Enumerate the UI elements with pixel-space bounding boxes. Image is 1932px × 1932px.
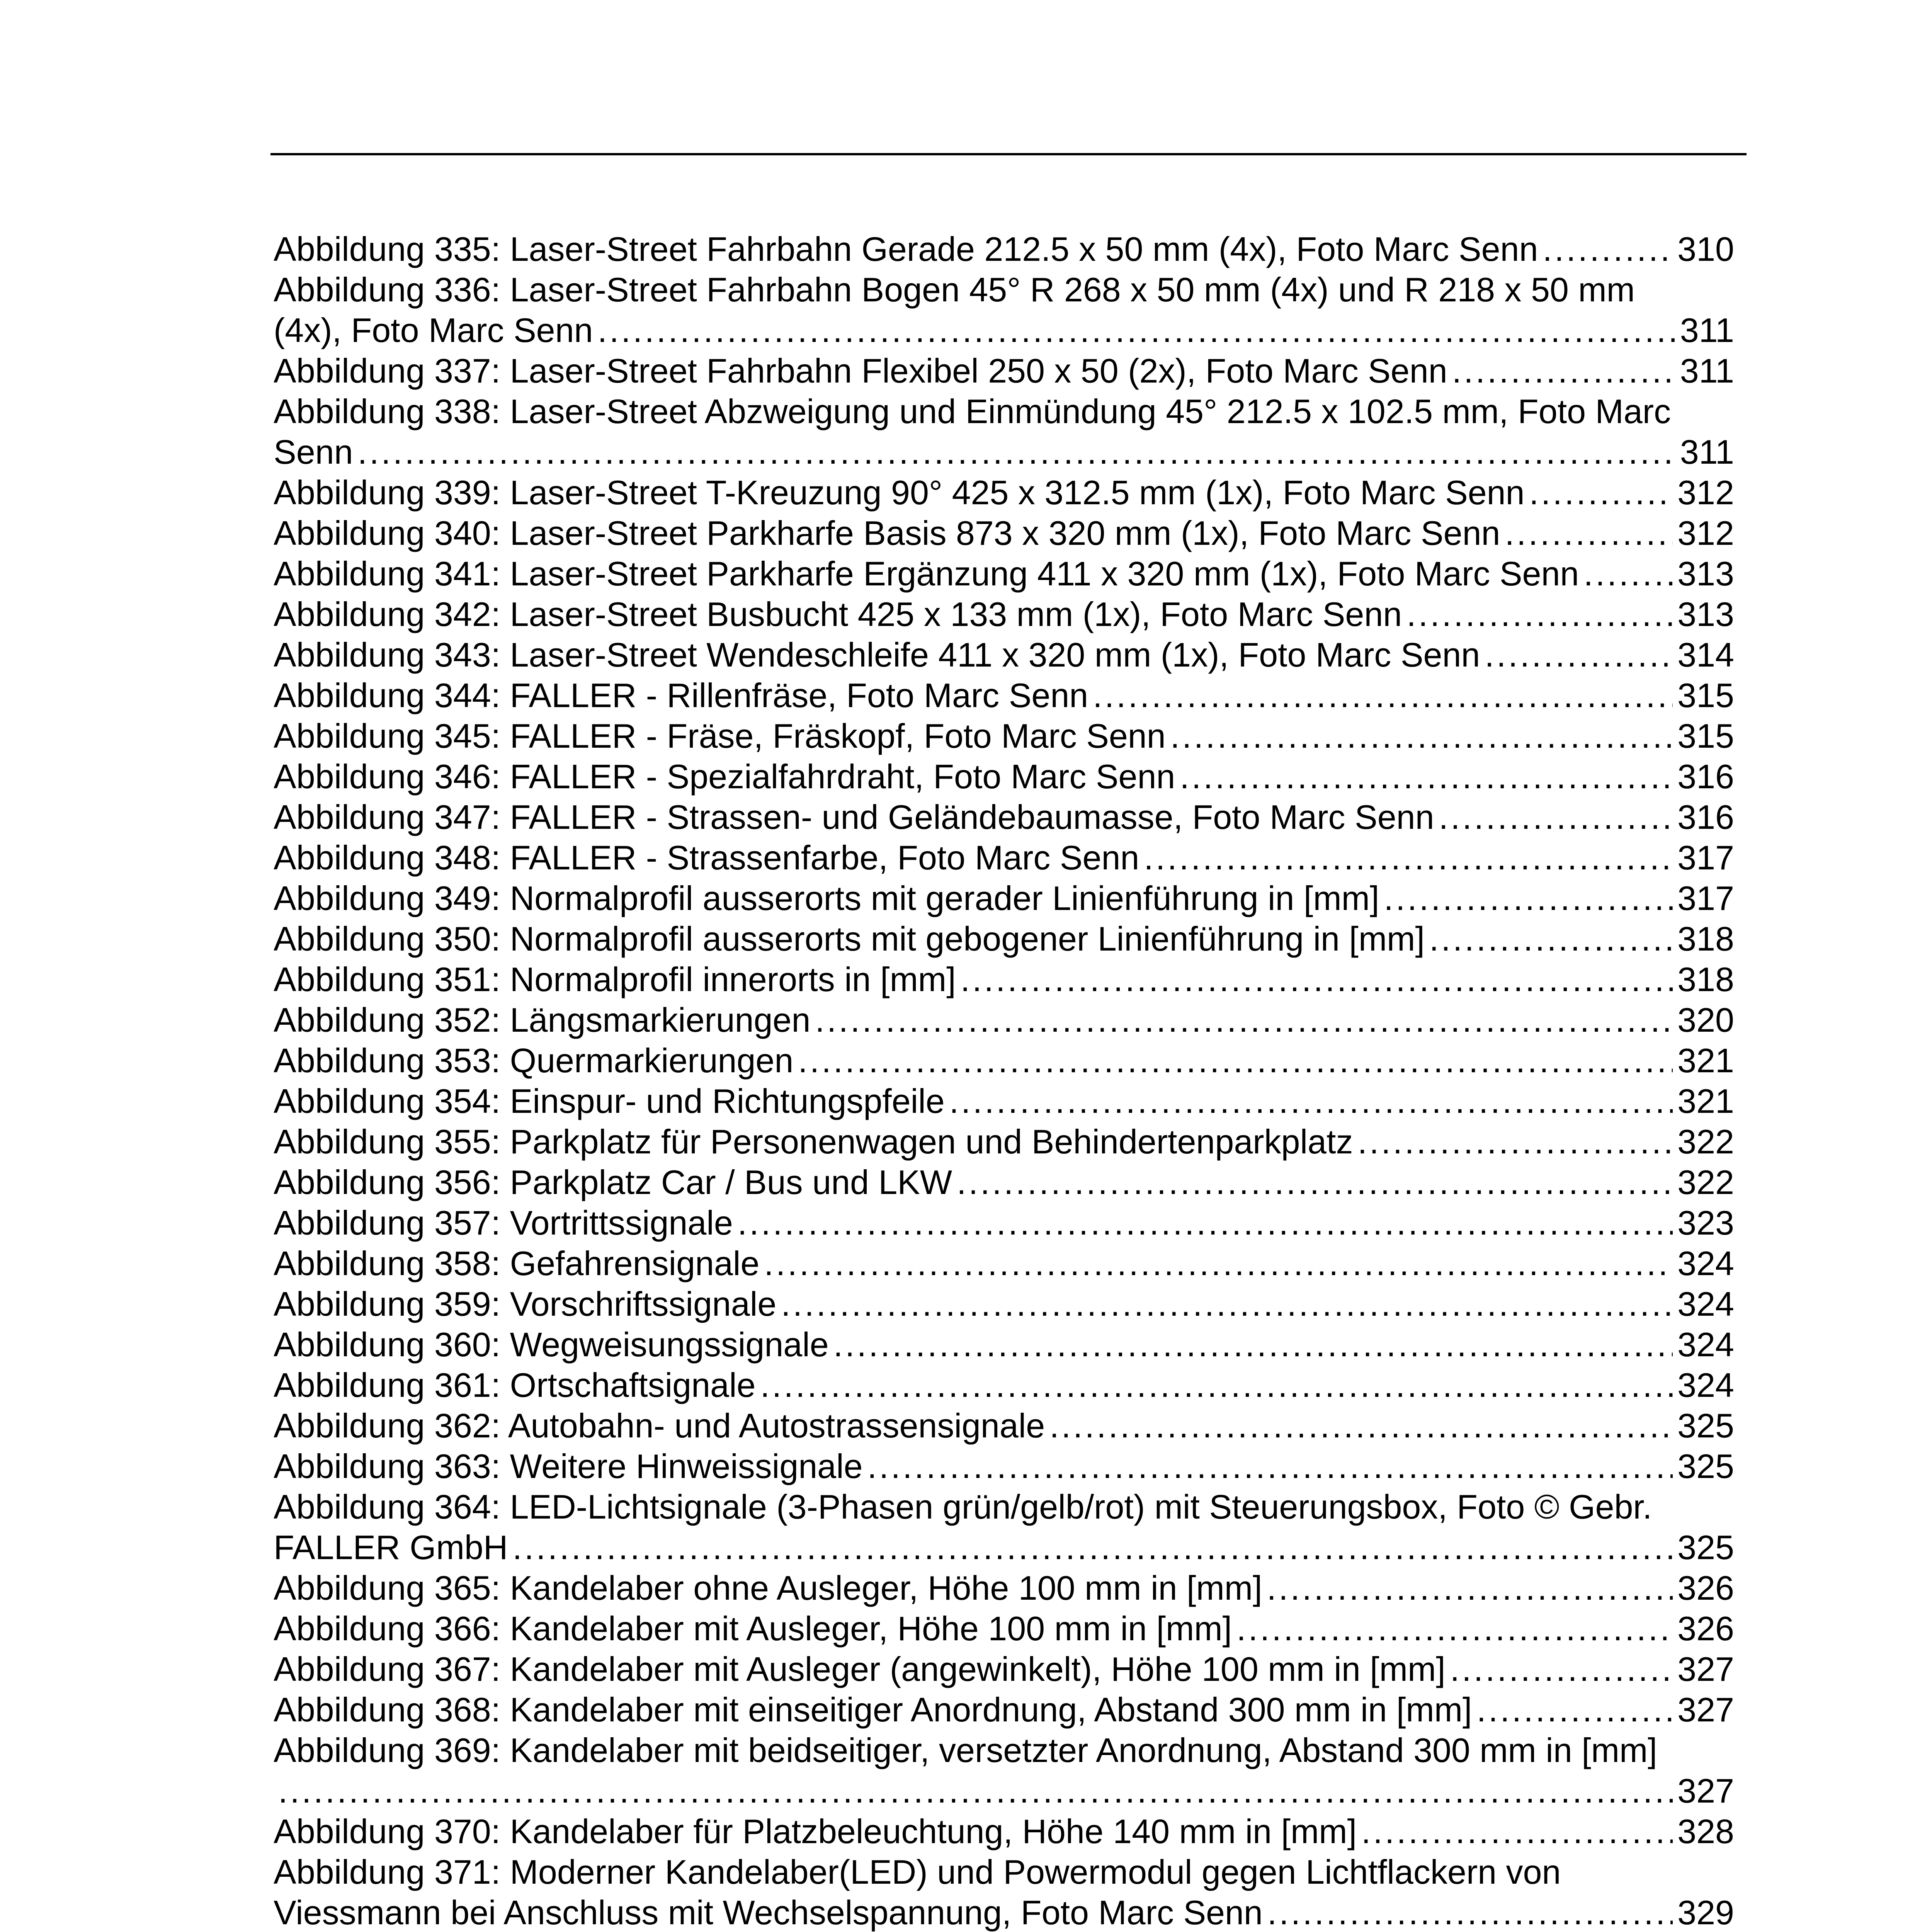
toc-entry-title: Abbildung 370: Kandelaber für Platzbeleuchtung, Höhe 140 mm in [mm] [274,1812,1357,1850]
toc-entry[interactable] [274,1608,1734,1649]
toc-entry-line: Abbildung 336: Laser-Street Fahrbahn Bogen 45° R 268 x 50 mm (4x) und R 218 x 50 mm [274,270,1635,309]
toc-entry[interactable] [274,716,1734,756]
dot-leader [1406,594,1673,634]
toc-entry-tail [274,756,1734,797]
toc-entry-page-number: 316 [1677,798,1734,836]
toc-entry-page-number: 327 [1677,1650,1734,1688]
toc-entry-title: Abbildung 348: FALLER - Strassenfarbe, Foto Marc Senn [274,838,1139,877]
dot-leader [760,1365,1673,1405]
toc-entry-line: Abbildung 371: Moderner Kandelaber(LED) und Powermodul gegen Lichtflackern von [274,1853,1561,1891]
toc-entry[interactable] [274,472,1734,513]
toc-entry[interactable] [274,1811,1734,1852]
toc-entry-title: Abbildung 359: Vorschriftssignale [274,1285,777,1323]
dot-leader [1180,756,1673,797]
toc-entry[interactable] [274,1486,1734,1568]
dot-leader [798,1040,1673,1081]
dot-leader [957,1162,1673,1202]
toc-entry[interactable] [274,1040,1734,1081]
toc-entry-title: Abbildung 358: Gefahrensignale [274,1244,760,1282]
toc-entry-page-number: 329 [1677,1893,1734,1932]
toc-entry-title: Abbildung 351: Normalprofil innerorts in [mm] [274,960,956,998]
toc-entry-page-number: 324 [1677,1244,1734,1282]
dot-leader [278,1770,1673,1811]
toc-entry[interactable] [274,1365,1734,1405]
toc-entry-tail [274,1446,1734,1486]
dot-leader [1429,918,1673,959]
toc-entry-tail [274,1770,1734,1811]
toc-entry-tail [274,1608,1734,1649]
dot-leader [1384,878,1673,918]
toc-entry-title: (4x), Foto Marc Senn [274,311,593,349]
dot-leader [961,959,1673,1000]
toc-entry-title: Senn [274,433,353,471]
toc-entry[interactable] [274,1121,1734,1162]
toc-entry-page-number: 327 [1677,1690,1734,1729]
toc-entry-tail [274,1000,1734,1040]
toc-entry[interactable] [274,269,1734,350]
toc-entry-page-number: 322 [1677,1122,1734,1161]
toc-entry-tail [274,350,1734,391]
toc-entry-page-number: 313 [1677,595,1734,633]
dot-leader [833,1324,1673,1365]
toc-entry-tail [274,878,1734,918]
toc-entry-tail [274,1568,1734,1608]
toc-entry-tail [274,513,1734,553]
toc-entry-page-number: 325 [1677,1447,1734,1485]
toc-entry-page-number: 315 [1677,717,1734,755]
toc-entry-title: Viessmann bei Anschluss mit Wechselspannung, Foto Marc Senn [274,1893,1263,1932]
toc-entry-page-number: 323 [1677,1204,1734,1242]
toc-entry-tail [274,634,1734,675]
toc-entry-page-number: 312 [1677,473,1734,512]
header-rule [270,153,1747,155]
toc-entry-page-number: 316 [1677,757,1734,796]
toc-entry[interactable] [274,1202,1734,1243]
toc-entry-title: Abbildung 347: FALLER - Strassen- und Geländebaumasse, Foto Marc Senn [274,798,1434,836]
toc-entry[interactable] [274,553,1734,594]
dot-leader [1236,1608,1673,1649]
toc-entry-title: Abbildung 343: Laser-Street Wendeschleife 411 x 320 mm (1x), Foto Marc Senn [274,636,1480,674]
toc-entry[interactable] [274,1568,1734,1608]
toc-entry[interactable] [274,1446,1734,1486]
toc-entry-page-number: 326 [1677,1609,1734,1648]
toc-entry-tail [274,837,1734,878]
toc-entry-tail [274,1162,1734,1202]
toc-entry-tail [274,1405,1734,1446]
dot-leader [1505,513,1673,553]
toc-entry-page-number: 325 [1677,1406,1734,1445]
toc-entry-tail [274,1121,1734,1162]
toc-entry[interactable] [274,1162,1734,1202]
dot-leader [512,1527,1673,1568]
toc-entry-page-number: 317 [1677,838,1734,877]
toc-entry-title: Abbildung 354: Einspur- und Richtungspfeile [274,1082,945,1120]
toc-entry[interactable] [274,756,1734,797]
toc-entry-title: Abbildung 340: Laser-Street Parkharfe Basis 873 x 320 mm (1x), Foto Marc Senn [274,514,1500,552]
dot-leader [1452,350,1675,391]
toc-entry-tail [274,472,1734,513]
dot-leader [1144,837,1673,878]
toc-entry-page-number: 327 [1677,1772,1734,1810]
toc-entry-page-number: 324 [1677,1325,1734,1364]
toc-entry-title: Abbildung 346: FALLER - Spezialfahrdraht, Foto Marc Senn [274,757,1175,796]
toc-entry-page-number: 317 [1677,879,1734,917]
toc-entry-tail [274,1892,1734,1932]
toc-entry-title: Abbildung 341: Laser-Street Parkharfe Ergänzung 411 x 320 mm (1x), Foto Marc Senn [274,554,1579,593]
toc-entry-page-number: 324 [1677,1285,1734,1323]
toc-entry[interactable] [274,1405,1734,1446]
toc-entry-title: Abbildung 367: Kandelaber mit Ausleger (angewinkelt), Höhe 100 mm in [mm] [274,1650,1446,1688]
dot-leader [1267,1568,1673,1608]
toc-entry-tail [274,1040,1734,1081]
toc-entry-line: Abbildung 369: Kandelaber mit beidseitiger, versetzter Anordnung, Abstand 300 mm in [mm] [274,1731,1657,1769]
toc-entry-page-number: 328 [1677,1812,1734,1850]
toc-entry-tail [274,1284,1734,1324]
toc-entry-tail [274,1202,1734,1243]
toc-entry[interactable] [274,634,1734,675]
toc-entry[interactable] [274,1000,1734,1040]
toc-entry-tail [274,1811,1734,1852]
toc-entry-tail [274,594,1734,634]
toc-entry-title: Abbildung 345: FALLER - Fräse, Fräskopf, Foto Marc Senn [274,717,1166,755]
toc-entry-title: Abbildung 350: Normalprofil ausserorts mit gebogener Linienführung in [mm] [274,920,1425,958]
toc-entry[interactable] [274,391,1734,472]
toc-entry-page-number: 322 [1677,1163,1734,1201]
dot-leader [1093,675,1673,716]
toc-entry[interactable] [274,1649,1734,1689]
toc-entry[interactable] [274,675,1734,716]
toc-entry-tail [274,1243,1734,1284]
dot-leader [358,432,1675,472]
dot-leader [1439,797,1673,837]
toc-entry-title: Abbildung 344: FALLER - Rillenfräse, Foto Marc Senn [274,676,1088,714]
toc-entry[interactable] [274,1730,1734,1811]
toc-entry-page-number: 311 [1680,311,1734,349]
toc-entry-title: Abbildung 339: Laser-Street T-Kreuzung 90° 425 x 312.5 mm (1x), Foto Marc Senn [274,473,1525,512]
toc-entry-tail [274,310,1734,350]
toc-entry[interactable] [274,513,1734,553]
dot-leader [764,1243,1673,1284]
toc-entry-title: Abbildung 361: Ortschaftsignale [274,1366,756,1404]
toc-entry-title: Abbildung 356: Parkplatz Car / Bus und LKW [274,1163,952,1201]
toc-entry[interactable] [274,1324,1734,1365]
dot-leader [1450,1649,1673,1689]
dot-leader [781,1284,1673,1324]
toc-entry-tail [274,1365,1734,1405]
toc-entry[interactable] [274,1081,1734,1121]
toc-entry-title: Abbildung 368: Kandelaber mit einseitiger Anordnung, Abstand 300 mm in [mm] [274,1690,1472,1729]
dot-leader [815,1000,1673,1040]
toc-entry-tail [274,553,1734,594]
toc-entry-title: FALLER GmbH [274,1528,508,1566]
toc-entry-tail [274,432,1734,472]
list-of-figures [274,229,1734,1932]
toc-entry-title: Abbildung 349: Normalprofil ausserorts mit gerader Linienführung in [mm] [274,879,1379,917]
toc-entry-line: Abbildung 338: Laser-Street Abzweigung und Einmündung 45° 212.5 x 102.5 mm, Foto Marc [274,392,1671,430]
toc-entry-page-number: 324 [1677,1366,1734,1404]
toc-entry-tail [274,1689,1734,1730]
toc-entry-page-number: 321 [1677,1082,1734,1120]
dot-leader [1267,1892,1673,1932]
dot-leader [1543,229,1673,269]
toc-entry-title: Abbildung 355: Parkplatz für Personenwagen und Behindertenparkplatz [274,1122,1353,1161]
dot-leader [1476,1689,1673,1730]
toc-entry[interactable] [274,1243,1734,1284]
toc-entry-line: Abbildung 364: LED-Lichtsignale (3-Phasen grün/gelb/rot) mit Steuerungsbox, Foto © Gebr. [274,1488,1652,1526]
toc-entry-tail [274,675,1734,716]
toc-entry-tail [274,1527,1734,1568]
toc-entry[interactable] [274,797,1734,837]
toc-entry[interactable] [274,918,1734,959]
toc-entry-tail [274,797,1734,837]
toc-entry-page-number: 313 [1677,554,1734,593]
dot-leader [1361,1811,1673,1852]
toc-entry-title: Abbildung 335: Laser-Street Fahrbahn Gerade 212.5 x 50 mm (4x), Foto Marc Senn [274,230,1538,268]
toc-entry-title: Abbildung 357: Vortrittssignale [274,1204,733,1242]
dot-leader [598,310,1675,350]
dot-leader [1583,553,1673,594]
toc-entry-page-number: 318 [1677,920,1734,958]
dot-leader [738,1202,1673,1243]
toc-entry-title: Abbildung 352: Längsmarkierungen [274,1001,811,1039]
toc-entry-title: Abbildung 360: Wegweisungssignale [274,1325,829,1364]
toc-entry-title: Abbildung 363: Weitere Hinweissignale [274,1447,863,1485]
toc-entry-page-number: 325 [1677,1528,1734,1566]
toc-entry-page-number: 310 [1677,230,1734,268]
toc-entry-page-number: 311 [1680,433,1734,471]
toc-entry[interactable] [274,878,1734,918]
toc-entry-title: Abbildung 353: Quermarkierungen [274,1041,794,1080]
toc-entry[interactable] [274,1284,1734,1324]
toc-entry-tail [274,229,1734,269]
toc-entry-page-number: 312 [1677,514,1734,552]
toc-entry-tail [274,918,1734,959]
toc-entry[interactable] [274,1852,1734,1932]
toc-entry-title: Abbildung 342: Laser-Street Busbucht 425 x 133 mm (1x), Foto Marc Senn [274,595,1402,633]
toc-entry[interactable] [274,350,1734,391]
toc-entry[interactable] [274,1689,1734,1730]
toc-entry-tail [274,1081,1734,1121]
dot-leader [867,1446,1673,1486]
toc-entry-page-number: 326 [1677,1569,1734,1607]
toc-entry-title: Abbildung 366: Kandelaber mit Ausleger, Höhe 100 mm in [mm] [274,1609,1232,1648]
toc-entry-page-number: 314 [1677,636,1734,674]
toc-entry-page-number: 320 [1677,1001,1734,1039]
toc-entry-page-number: 321 [1677,1041,1734,1080]
toc-entry[interactable] [274,959,1734,1000]
toc-entry[interactable] [274,837,1734,878]
toc-entry-title: Abbildung 365: Kandelaber ohne Ausleger, Höhe 100 mm in [mm] [274,1569,1262,1607]
dot-leader [1049,1405,1673,1446]
toc-entry-page-number: 311 [1680,352,1734,390]
toc-entry-page-number: 318 [1677,960,1734,998]
dot-leader [1485,634,1673,675]
toc-entry-tail [274,1324,1734,1365]
dot-leader [1170,716,1673,756]
dot-leader [1529,472,1673,513]
toc-entry-tail [274,1649,1734,1689]
toc-entry-page-number: 315 [1677,676,1734,714]
dot-leader [949,1081,1673,1121]
toc-entry-tail [274,959,1734,1000]
toc-entry-title: Abbildung 337: Laser-Street Fahrbahn Flexibel 250 x 50 (2x), Foto Marc Senn [274,352,1447,390]
toc-entry[interactable] [274,594,1734,634]
toc-entry[interactable] [274,229,1734,269]
toc-entry-tail [274,716,1734,756]
dot-leader [1357,1121,1673,1162]
toc-entry-title: Abbildung 362: Autobahn- und Autostrassensignale [274,1406,1045,1445]
